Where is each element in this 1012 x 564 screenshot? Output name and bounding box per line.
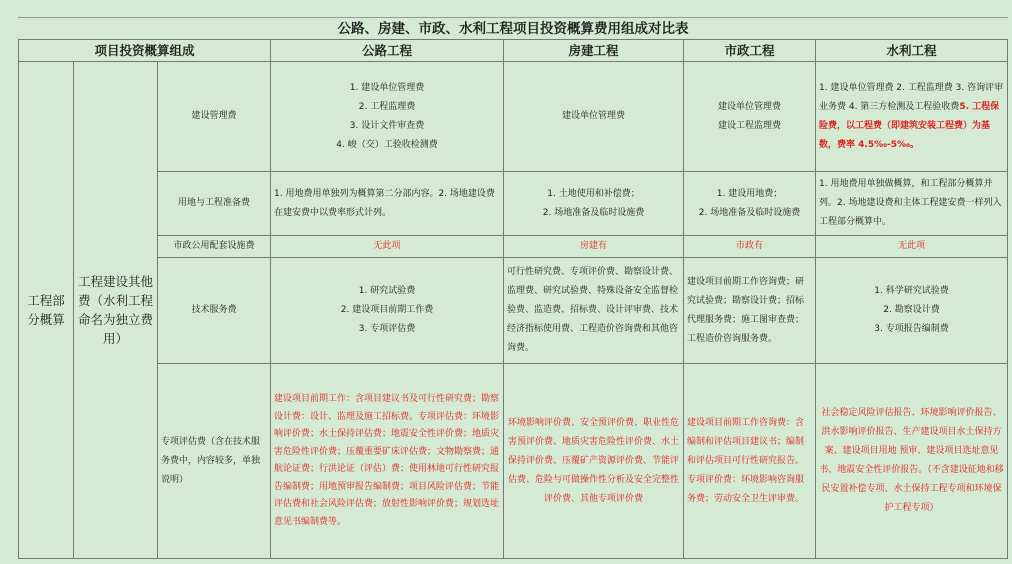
row-header-strip — [0, 0, 18, 564]
cell-highway-tech: 1. 研究试验费 2. 建设项目前期工作费 3. 专项评估费 — [271, 258, 504, 364]
cell-municipal-tech: 建设项目前期工作咨询费；研究试验费；勘察设计费；招标代理服务费；施工图审查费；工程造价咨询服务费。 — [684, 258, 816, 364]
table-row — [19, 172, 1008, 236]
row-name-land: 用地与工程准备费 — [158, 172, 271, 236]
cell-water-mgmt: 1. 建设单位管理费 2. 工程监理费 3. 咨询评审业务费 4. 第三方检测及工程验收费5. 工程保险费，以工程费（即建筑安装工程费）为基数，费率 4.5‰-5‰。 — [816, 62, 1008, 172]
cell-building-tech: 可行性研究费、专项评价费、勘察设计费、监理费、研究试验费、特殊设备安全监督检验费、监造费、招标费、设计评审费、技术经济指标使用费、工程造价咨询费和其他咨询费。 — [504, 258, 684, 364]
cell-building-special: 环境影响评价费、安全预评价费、职业性危害预评价费、地质灾害危险性评价费、水土保持评价费、压覆矿产资源评价费、节能评估费、危险与可做操作性分析及安全完整性评价费、其他专项评价费 — [504, 364, 684, 559]
cell-water-special: 社会稳定风险评估报告、环境影响评价报告、洪水影响评价报告、生产建设项目水土保持方案、建设项目用地 预审、建设项目选址意见书、地震安全性评价报告。（不含建设征地和移民安置补偿专项、水土保持工程专项和环境保护工程专项） — [816, 364, 1008, 559]
cell-highway-facility: 无此项 — [271, 236, 504, 258]
row-name-tech: 技术服务费 — [158, 258, 271, 364]
table-row — [19, 62, 1008, 172]
comparison-table — [18, 39, 1008, 559]
cell-building-land: 1. 土地使用和补偿费； 2. 场地准备及临时设施费 — [504, 172, 684, 236]
cell-municipal-mgmt: 建设单位管理费 建设工程监理费 — [684, 62, 816, 172]
table-row — [19, 364, 1008, 559]
table-title: 公路、房建、市政、水利工程项目投资概算费用组成对比表 — [18, 17, 1008, 40]
header-row — [19, 40, 1008, 62]
cell-municipal-facility: 市政有 — [684, 236, 816, 258]
row-name-municipal-facility: 市政公用配套设施费 — [158, 236, 271, 258]
water-insurance-note: 5. 工程保险费，以工程费（即建筑安装工程费）为基数，费率 4.5‰-5‰。 — [819, 101, 1000, 150]
header-highway: 公路工程 — [271, 40, 504, 62]
row-name-special: 专项评估费（含在技术服务费中，内容较多，单独说明） — [158, 364, 271, 559]
part-cell: 工程部分概算 — [19, 62, 74, 559]
header-building: 房建工程 — [504, 40, 684, 62]
table-row — [19, 258, 1008, 364]
category-cell: 工程建设其他费（水利工程命名为独立费用） — [74, 62, 158, 559]
header-municipal: 市政工程 — [684, 40, 816, 62]
cell-municipal-land: 1. 建设用地费； 2. 场地准备及临时设施费 — [684, 172, 816, 236]
header-composition: 项目投资概算组成 — [19, 40, 271, 62]
cell-building-facility: 房建有 — [504, 236, 684, 258]
header-water: 水利工程 — [816, 40, 1008, 62]
cell-water-facility: 无此项 — [816, 236, 1008, 258]
table-row — [19, 236, 1008, 258]
cell-highway-special: 建设项目前期工作：含项目建议书及可行性研究费；勘察设计费：设计、监理及施工招标费。专项评估费：环境影响评价费；水土保持评估费；地震安全性评价费；地质灾害危险性评价费；压覆重要矿床评估费；文物勘察费；通航论证费；行洪论证（评估）费；使用林地可行性研究报告编制费；用地预审报告编制费；项目风险评估费；节能评估费和社会风险评估费；放射性影响评价费；规划选址意见书编制费等。 — [271, 364, 504, 559]
cell-water-land: 1. 用地费用单独做概算，和工程部分概算并列。2. 场地建设费和主体工程建安费一样列入工程部分概算中。 — [816, 172, 1008, 236]
row-name-mgmt: 建设管理费 — [158, 62, 271, 172]
cell-building-mgmt: 建设单位管理费 — [504, 62, 684, 172]
water-exclusion-note: （不含建设征地和移民安置补偿专项、水土保持工程专项和环境保护工程专项） — [821, 465, 1004, 513]
cell-water-tech: 1. 科学研究试验费 2. 勘察设计费 3. 专项报告编制费 — [816, 258, 1008, 364]
cell-highway-land: 1. 用地费用单独列为概算第二分部内容。2. 场地建设费在建安费中以费率形式计列。 — [271, 172, 504, 236]
cell-highway-mgmt: 1. 建设单位管理费 2. 工程监理费 3. 设计文件审查费 4. 峻（交）工验收检测费 — [271, 62, 504, 172]
cell-municipal-special: 建设项目前期工作咨询费：含编制和评估项目建议书；编制和评估项目可行性研究报告。专项评价费：环境影响咨询服务费；劳动安全卫生评审费。 — [684, 364, 816, 559]
